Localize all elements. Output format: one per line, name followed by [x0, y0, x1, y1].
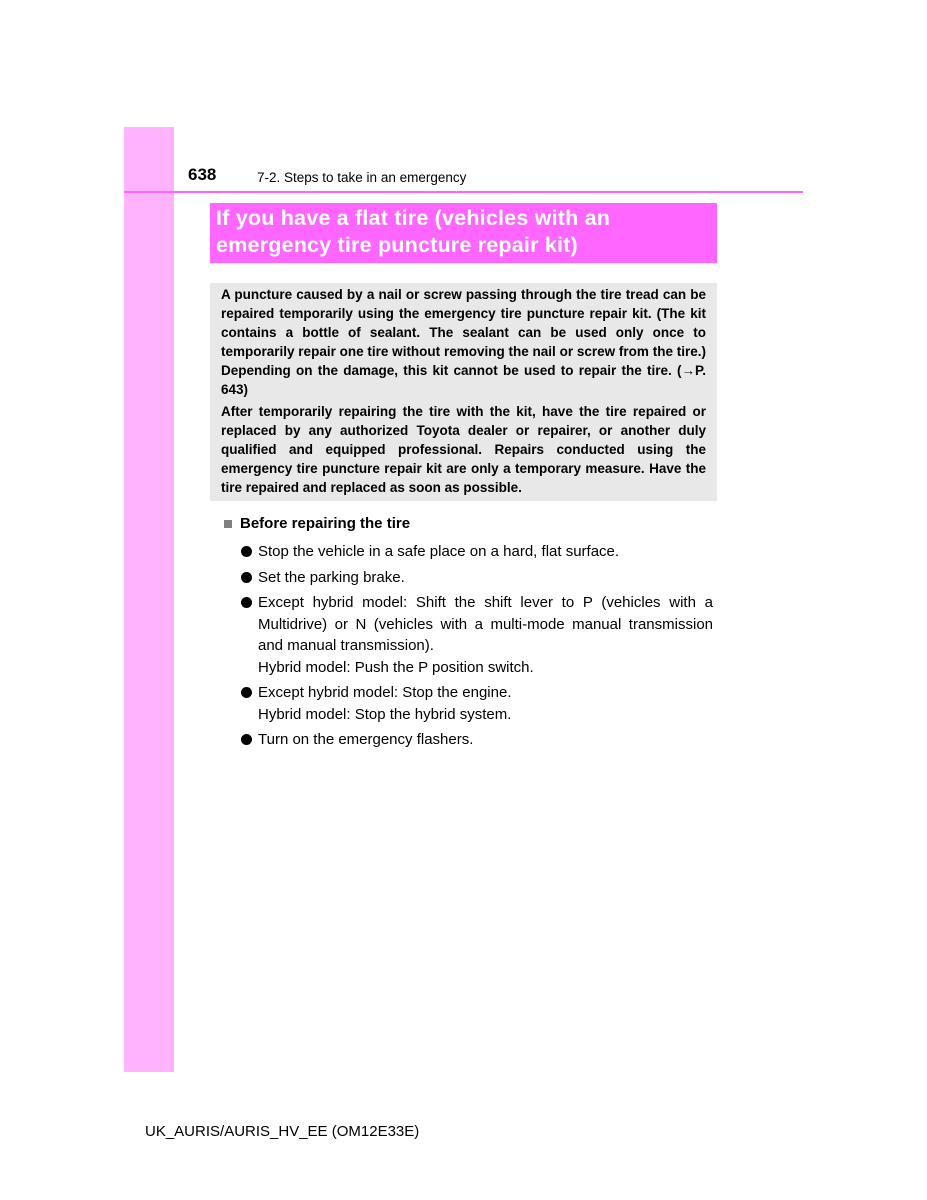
step-line: Hybrid model: Push the P position switch. — [258, 658, 534, 676]
step-text — [258, 592, 713, 678]
section-title — [210, 203, 717, 263]
intro-paragraph-1: A puncture caused by a nail or screw passing through the tire tread can be repaired temporarily using the emergency tire puncture repair kit. (The kit contains a bottle of sealant. The sealant can be used only once to temporarily repair one tire without removing the nail or screw from the tire.) Depending on the damage, this kit cannot be used to repair the tire. (→P. 643) — [221, 287, 706, 397]
section-title-line-1: If you have a flat tire (vehicles with an — [216, 206, 611, 230]
intro-paragraph-2: After temporarily repairing the tire with the kit, have the tire repaired or replaced by any authorized Toyota dealer or repairer, or another duly qualified and equipped professional. Repairs conducted using the emergency tire puncture repair kit are only a temporary measure. Have the tire repaired and replaced as soon as possible. — [221, 404, 706, 495]
header-rule — [124, 191, 803, 193]
bullet-icon — [241, 546, 252, 557]
step-line: Stop the vehicle in a safe place on a hard, flat surface. — [258, 543, 620, 560]
page-number: 638 — [188, 165, 217, 184]
intro-box — [210, 283, 717, 501]
step-text — [258, 729, 713, 751]
section-reference: 7-2. Steps to take in an emergency — [257, 170, 467, 185]
step-text — [258, 567, 713, 589]
step-item — [240, 541, 713, 563]
step-item — [240, 682, 713, 725]
footer-model-code: UK_AURIS/AURIS_HV_EE (OM12E33E) — [145, 1123, 420, 1140]
square-bullet-icon — [224, 520, 232, 528]
bullet-icon — [241, 687, 252, 698]
step-line: Except hybrid model: Shift the shift lever to P (vehicles with a Multidrive) or N (vehicles with a multi-mode manual transmission and manual transmission). — [258, 594, 713, 654]
step-line: Turn on the emergency flashers. — [258, 731, 474, 748]
bullet-icon — [241, 572, 252, 583]
side-tab-band — [124, 127, 174, 1072]
step-text — [258, 541, 713, 563]
step-item — [240, 567, 713, 589]
section-title-line-2: emergency tire puncture repair kit) — [216, 233, 578, 257]
subheading-text: Before repairing the tire — [240, 515, 411, 532]
bullet-icon — [241, 734, 252, 745]
step-line: Set the parking brake. — [258, 568, 405, 586]
step-line: Except hybrid model: Stop the engine. — [258, 684, 512, 701]
step-item — [240, 729, 713, 751]
step-line: Hybrid model: Stop the hybrid system. — [258, 705, 512, 723]
steps-list — [240, 541, 713, 755]
subheading — [224, 515, 410, 532]
step-item — [240, 592, 713, 678]
bullet-icon — [241, 597, 252, 608]
step-text — [258, 682, 713, 725]
